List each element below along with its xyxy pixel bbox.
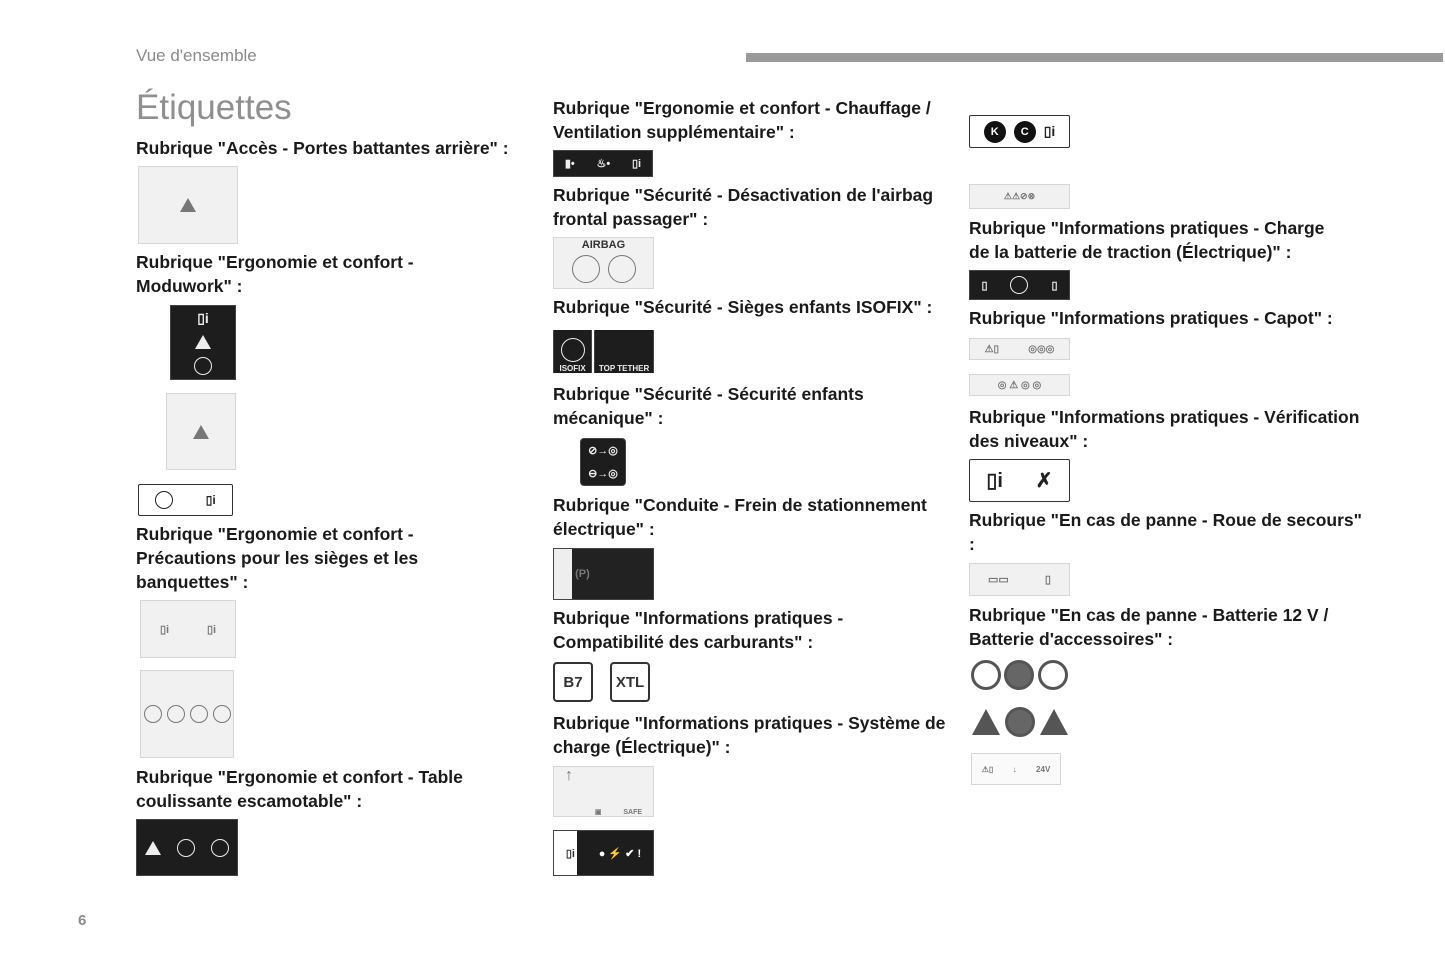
fuel-b7-label: B7 (553, 662, 593, 702)
section-heading: Rubrique "Informations pratiques - Capot" : (969, 308, 1333, 328)
airbag-label-image (553, 237, 654, 289)
table-label-image (136, 819, 238, 876)
airbag-text: AIRBAG (581, 239, 626, 251)
24v-text: 24V (1036, 764, 1051, 774)
c-text: C (1014, 121, 1036, 143)
moduwork-steering-label-image: ▯i (138, 484, 233, 516)
section-heading: Rubrique "Accès - Portes battantes arrière" : (136, 138, 509, 158)
bonnet-label-image: ⚠▯ ◎◎◎ (969, 338, 1070, 360)
charging-system-label-image: ↑ ▣ SAFE (553, 766, 654, 817)
seat-precaution-label-image: ▯i ▯i (140, 600, 236, 658)
door-label-image (138, 166, 238, 244)
section-heading: Rubrique "Informations pratiques - Vérification des niveaux" : (969, 407, 1360, 451)
parking-brake-label-image: (P) (553, 548, 654, 600)
section-heading: Rubrique "Informations pratiques - Compatibilité des carburants" : (553, 608, 844, 652)
page-number: 6 (78, 912, 87, 929)
battery-24v-label-image: ⚠▯ ↓ 24V (971, 753, 1061, 785)
section-heading: Rubrique "Ergonomie et confort - Chauffage / Ventilation supplémentaire" : (553, 98, 931, 142)
safe-text: SAFE (623, 809, 643, 816)
heating-label-image: ▮• ♨• ▯i (553, 150, 653, 177)
battery-prohibition-label-image (969, 657, 1070, 692)
section-heading: Rubrique "Ergonomie et confort - Précautions pour les sièges et les banquettes" : (136, 524, 419, 592)
top-tether-text: TOP TETHER (598, 364, 650, 373)
charge-warning-label-image: ⚠⚠⊘⊗ (969, 184, 1070, 209)
charging-status-label-image: ▯i ● ⚡ ✔ ! (553, 830, 654, 876)
moduwork-label-image: ▯i (170, 305, 236, 380)
section-heading: Rubrique "Sécurité - Sièges enfants ISOFIX" : (553, 297, 933, 317)
section-heading: Rubrique "En cas de panne - Batterie 12 V / Batterie d'accessoires" : (969, 605, 1329, 649)
section-heading: Rubrique "Sécurité - Sécurité enfants mécanique" : (553, 384, 864, 428)
moduwork-seat-label-image (166, 393, 236, 470)
bench-precaution-label-image (140, 670, 234, 758)
page-title: Étiquettes (136, 88, 292, 127)
isofix-label-image (553, 330, 654, 373)
isofix-text: ISOFIX (559, 364, 586, 373)
section-heading: Rubrique "Conduite - Frein de stationnement électrique" : (553, 495, 927, 539)
spare-wheel-label-image: ▭▭ ▯ (969, 563, 1070, 596)
levels-label-image: ▯i ✗ (969, 459, 1070, 502)
bonnet-warning-label-image: ◎ ⚠ ◎ ◎ (969, 374, 1070, 396)
breadcrumb: Vue d'ensemble (136, 46, 257, 65)
charge-kc-label-image: K C ▯i (969, 115, 1070, 148)
section-heading: Rubrique "Ergonomie et confort - Moduwork" : (136, 252, 414, 296)
section-heading: Rubrique "Ergonomie et confort - Table coulissante escamotable" : (136, 767, 463, 811)
child-lock-label-image: ⊘→◎ ⊖→◎ (580, 438, 626, 486)
k-text: K (984, 121, 1006, 143)
battery-warning-label-image (969, 705, 1070, 738)
traction-battery-label-image: ▯ ▯ (969, 270, 1070, 300)
section-heading: Rubrique "Sécurité - Désactivation de l'airbag frontal passager" : (553, 185, 934, 229)
section-heading: Rubrique "Informations pratiques - Système de charge (Électrique)" : (553, 713, 946, 757)
fuel-xtl-label: XTL (610, 662, 650, 702)
section-heading: Rubrique "En cas de panne - Roue de secours" : (969, 510, 1362, 554)
section-heading: Rubrique "Informations pratiques - Charge de la batterie de traction (Électrique)" : (969, 218, 1325, 262)
header-bar (746, 53, 1443, 62)
